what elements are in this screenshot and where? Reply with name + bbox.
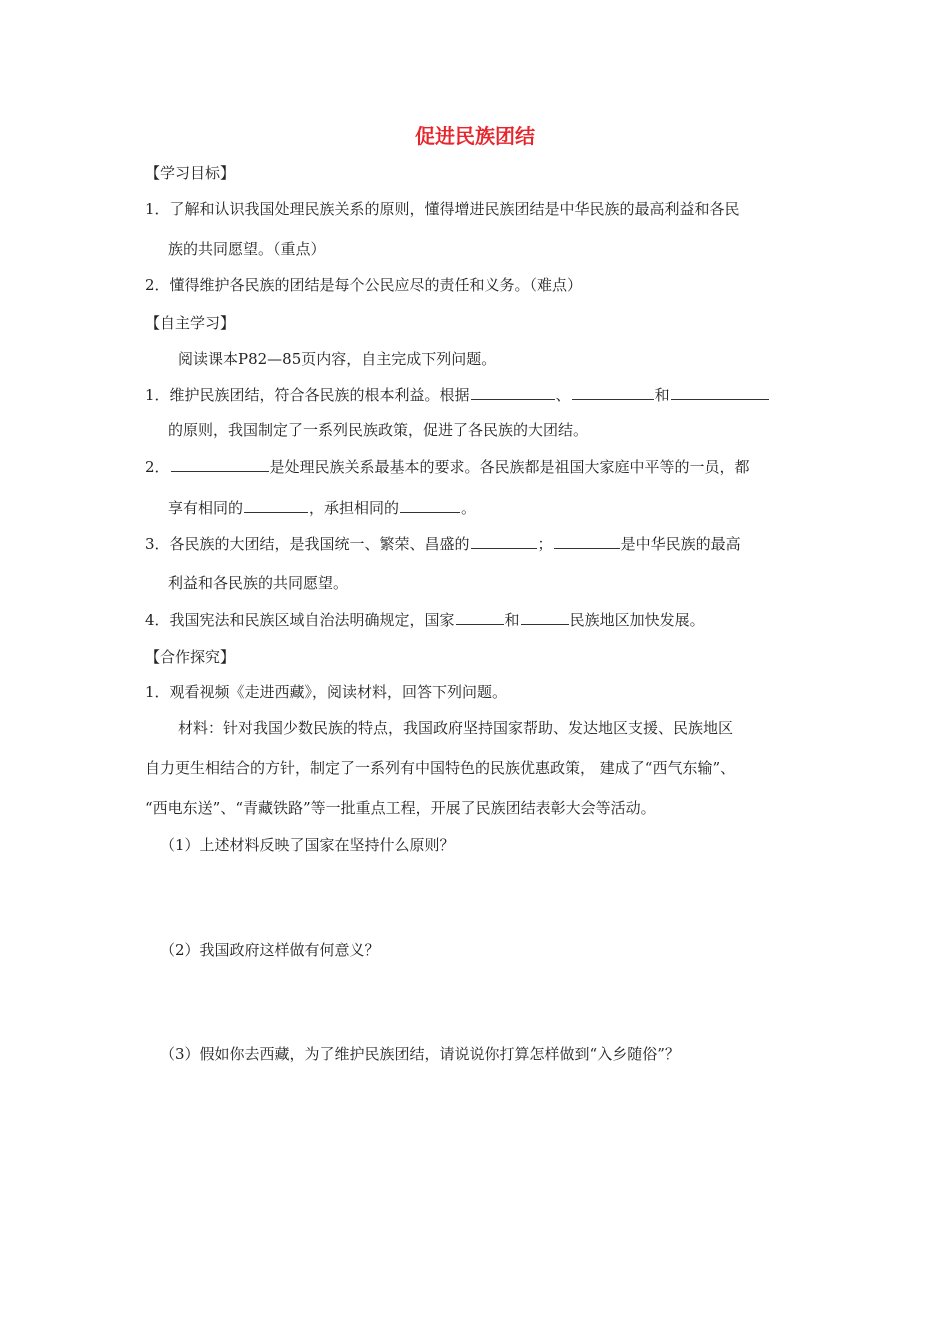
goal-1-line-2: 族的共同愿望。（重点） (168, 240, 326, 258)
blank-3[interactable] (671, 384, 769, 400)
blank-9[interactable] (456, 609, 504, 625)
question-4-text-c: 民族地区加快发展。 (569, 611, 705, 629)
section-heading-cooperation: 【合作探究】 (145, 648, 236, 666)
blank-1[interactable] (471, 384, 555, 400)
question-4 (145, 609, 705, 630)
blank-8[interactable] (554, 533, 620, 549)
question-2-text-e: 。 (461, 499, 477, 517)
question-3-text-a: 3．各民族的大团结，是我国统一、繁荣、昌盛的 (145, 535, 470, 553)
section-heading-goals: 【学习目标】 (145, 164, 236, 182)
question-3-line-1 (145, 533, 741, 554)
question-4-text-a: 4．我国宪法和民族区域自治法明确规定，国家 (145, 611, 455, 629)
question-2-text-c: 享有相同的 (168, 499, 244, 517)
cooperation-question-1: 1．观看视频《走进西藏》，阅读材料，回答下列问题。 (145, 683, 508, 701)
blank-6[interactable] (400, 497, 460, 513)
sub-question-2: （2）我国政府这样做有何意义？ (160, 941, 380, 959)
question-4-text-b: 和 (504, 611, 520, 629)
sub-question-3: （3）假如你去西藏，为了维护民族团结，请说说你打算怎样做到“入乡随俗”？ (160, 1045, 680, 1063)
page-title: 促进民族团结 (415, 124, 535, 148)
material-line-2: 自力更生相结合的方针，制定了一系列有中国特色的民族优惠政策， 建成了“西气东输”、 (145, 759, 736, 777)
question-2-line-1 (145, 456, 750, 477)
blank-4[interactable] (171, 456, 269, 472)
goal-2: 2．懂得维护各民族的团结是每个公民应尽的责任和义务。（难点） (145, 276, 583, 294)
blank-5[interactable] (244, 497, 308, 513)
self-study-intro: 阅读课本P82—85页内容，自主完成下列问题。 (178, 350, 497, 368)
section-heading-self-study: 【自主学习】 (145, 314, 236, 332)
blank-2[interactable] (572, 384, 654, 400)
question-2-line-2 (168, 497, 476, 518)
sub-question-1: （1）上述材料反映了国家在坚持什么原则？ (160, 836, 455, 854)
question-2-text-a: 2． (145, 458, 170, 476)
question-3-text-c: 是中华民族的最高 (620, 535, 741, 553)
question-1-text-c: 和 (654, 386, 670, 404)
material-line-3: “西电东送”、“青藏铁路”等一批重点工程，开展了民族团结表彰大会等活动。 (145, 799, 656, 817)
goal-1-line-1: 1．了解和认识我国处理民族关系的原则，懂得增进民族团结是中华民族的最高利益和各民 (145, 200, 740, 218)
question-2-text-b: 是处理民族关系最基本的要求。各民族都是祖国大家庭中平等的一员，都 (269, 458, 750, 476)
question-3-text-b: ； (537, 535, 553, 553)
question-2-text-d: ，承担相同的 (309, 499, 400, 517)
question-1-text-b: 、 (555, 386, 571, 404)
material-line-1: 材料：针对我国少数民族的特点，我国政府坚持国家帮助、发达地区支援、民族地区 (178, 719, 734, 737)
question-3-line-2: 利益和各民族的共同愿望。 (168, 574, 349, 592)
question-1-line-2: 的原则，我国制定了一系列民族政策，促进了各民族的大团结。 (168, 421, 589, 439)
question-1-text-a: 1．维护民族团结，符合各民族的根本利益。根据 (145, 386, 470, 404)
question-1-line-1 (145, 384, 770, 405)
blank-7[interactable] (471, 533, 537, 549)
blank-10[interactable] (521, 609, 569, 625)
